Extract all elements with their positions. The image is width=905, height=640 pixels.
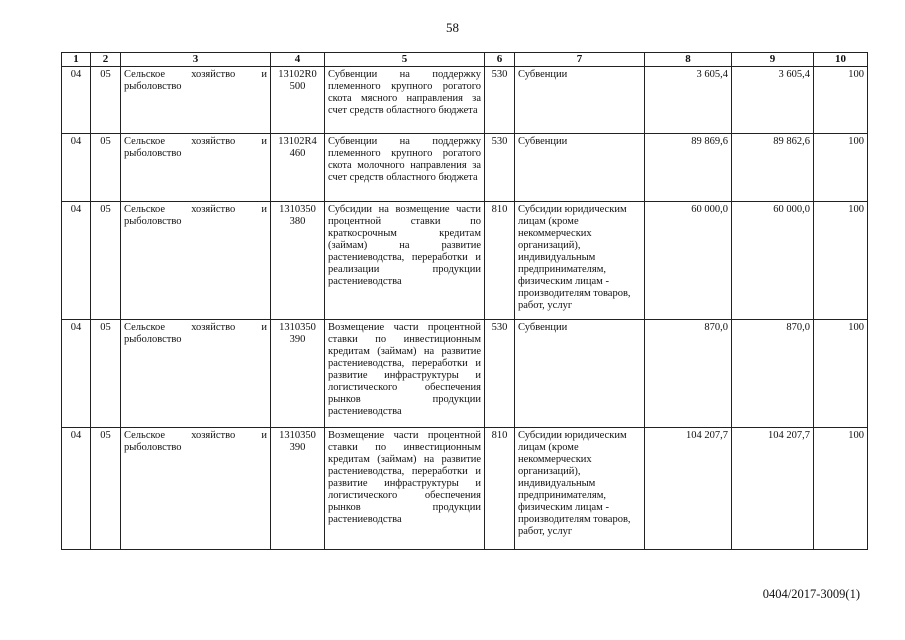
table-row <box>62 320 868 428</box>
column-header: 4 <box>271 53 325 67</box>
expense-type-code: 530 <box>485 134 515 202</box>
budget-table <box>61 52 868 550</box>
subsection-code: 05 <box>91 202 121 320</box>
execution-percent: 100 <box>814 134 868 202</box>
amount-executed: 104 207,7 <box>732 428 814 550</box>
expense-type-code: 810 <box>485 428 515 550</box>
table-row <box>62 67 868 134</box>
execution-percent: 100 <box>814 320 868 428</box>
target-article-code: 13102R0 500 <box>271 67 325 134</box>
expense-type-name: Субсидии юридическим лицам (кроме некоммерческих организаций), индивидуальным предпринимателям, физическим лицам - производителям товаров, работ, услуг <box>515 428 645 550</box>
column-header: 10 <box>814 53 868 67</box>
document-code: 0404/2017-3009(1) <box>762 587 860 601</box>
amount-planned: 104 207,7 <box>645 428 732 550</box>
table-row <box>62 134 868 202</box>
subsection-code: 05 <box>91 67 121 134</box>
column-header: 2 <box>91 53 121 67</box>
execution-percent: 100 <box>814 67 868 134</box>
execution-percent: 100 <box>814 202 868 320</box>
column-header: 9 <box>732 53 814 67</box>
expense-type-name: Субвенции <box>515 320 645 428</box>
expense-type-code: 530 <box>485 67 515 134</box>
amount-planned: 60 000,0 <box>645 202 732 320</box>
target-article-name: Возмещение части процентной ставки по инвестиционным кредитам (займам) на развитие растениеводства, переработки и развитие инфраструктуры и логистического обеспечения рынков продукции растениеводства <box>325 320 485 428</box>
expense-type-name: Субвенции <box>515 67 645 134</box>
section-code: 04 <box>62 320 91 428</box>
amount-executed: 870,0 <box>732 320 814 428</box>
target-article-code: 1310350 390 <box>271 320 325 428</box>
amount-planned: 870,0 <box>645 320 732 428</box>
table-row <box>62 428 868 550</box>
expense-type-code: 530 <box>485 320 515 428</box>
column-header: 3 <box>121 53 271 67</box>
section-name: Сельское хозяйство и рыболовство <box>121 428 271 550</box>
header-row <box>62 53 868 67</box>
target-article-code: 1310350 380 <box>271 202 325 320</box>
section-code: 04 <box>62 428 91 550</box>
page-number: 58 <box>446 20 459 35</box>
target-article-code: 1310350 390 <box>271 428 325 550</box>
section-code: 04 <box>62 202 91 320</box>
expense-type-code: 810 <box>485 202 515 320</box>
amount-executed: 89 862,6 <box>732 134 814 202</box>
expense-type-name: Субвенции <box>515 134 645 202</box>
column-header: 5 <box>325 53 485 67</box>
amount-planned: 3 605,4 <box>645 67 732 134</box>
column-header: 6 <box>485 53 515 67</box>
expense-type-name: Субсидии юридическим лицам (кроме некоммерческих организаций), индивидуальным предпринимателям, физическим лицам - производителям товаров, работ, услуг <box>515 202 645 320</box>
subsection-code: 05 <box>91 134 121 202</box>
section-name: Сельское хозяйство и рыболовство <box>121 134 271 202</box>
section-code: 04 <box>62 134 91 202</box>
column-header: 8 <box>645 53 732 67</box>
section-name: Сельское хозяйство и рыболовство <box>121 67 271 134</box>
subsection-code: 05 <box>91 320 121 428</box>
section-code: 04 <box>62 67 91 134</box>
target-article-name: Возмещение части процентной ставки по инвестиционным кредитам (займам) на развитие растениеводства, переработки и развитие инфраструктуры и логистического обеспечения рынков продукции растениеводства <box>325 428 485 550</box>
target-article-code: 13102R4 460 <box>271 134 325 202</box>
amount-executed: 3 605,4 <box>732 67 814 134</box>
table-row <box>62 202 868 320</box>
section-name: Сельское хозяйство и рыболовство <box>121 202 271 320</box>
column-header: 7 <box>515 53 645 67</box>
subsection-code: 05 <box>91 428 121 550</box>
target-article-name: Субсидии на возмещение части процентной ставки по краткосрочным кредитам (займам) на развитие растениеводства, переработки и реализации продукции растениеводства <box>325 202 485 320</box>
amount-planned: 89 869,6 <box>645 134 732 202</box>
section-name: Сельское хозяйство и рыболовство <box>121 320 271 428</box>
target-article-name: Субвенции на поддержку племенного крупного рогатого скота молочного направления за счет средств областного бюджета <box>325 134 485 202</box>
column-header: 1 <box>62 53 91 67</box>
amount-executed: 60 000,0 <box>732 202 814 320</box>
target-article-name: Субвенции на поддержку племенного крупного рогатого скота мясного направления за счет средств областного бюджета <box>325 67 485 134</box>
execution-percent: 100 <box>814 428 868 550</box>
